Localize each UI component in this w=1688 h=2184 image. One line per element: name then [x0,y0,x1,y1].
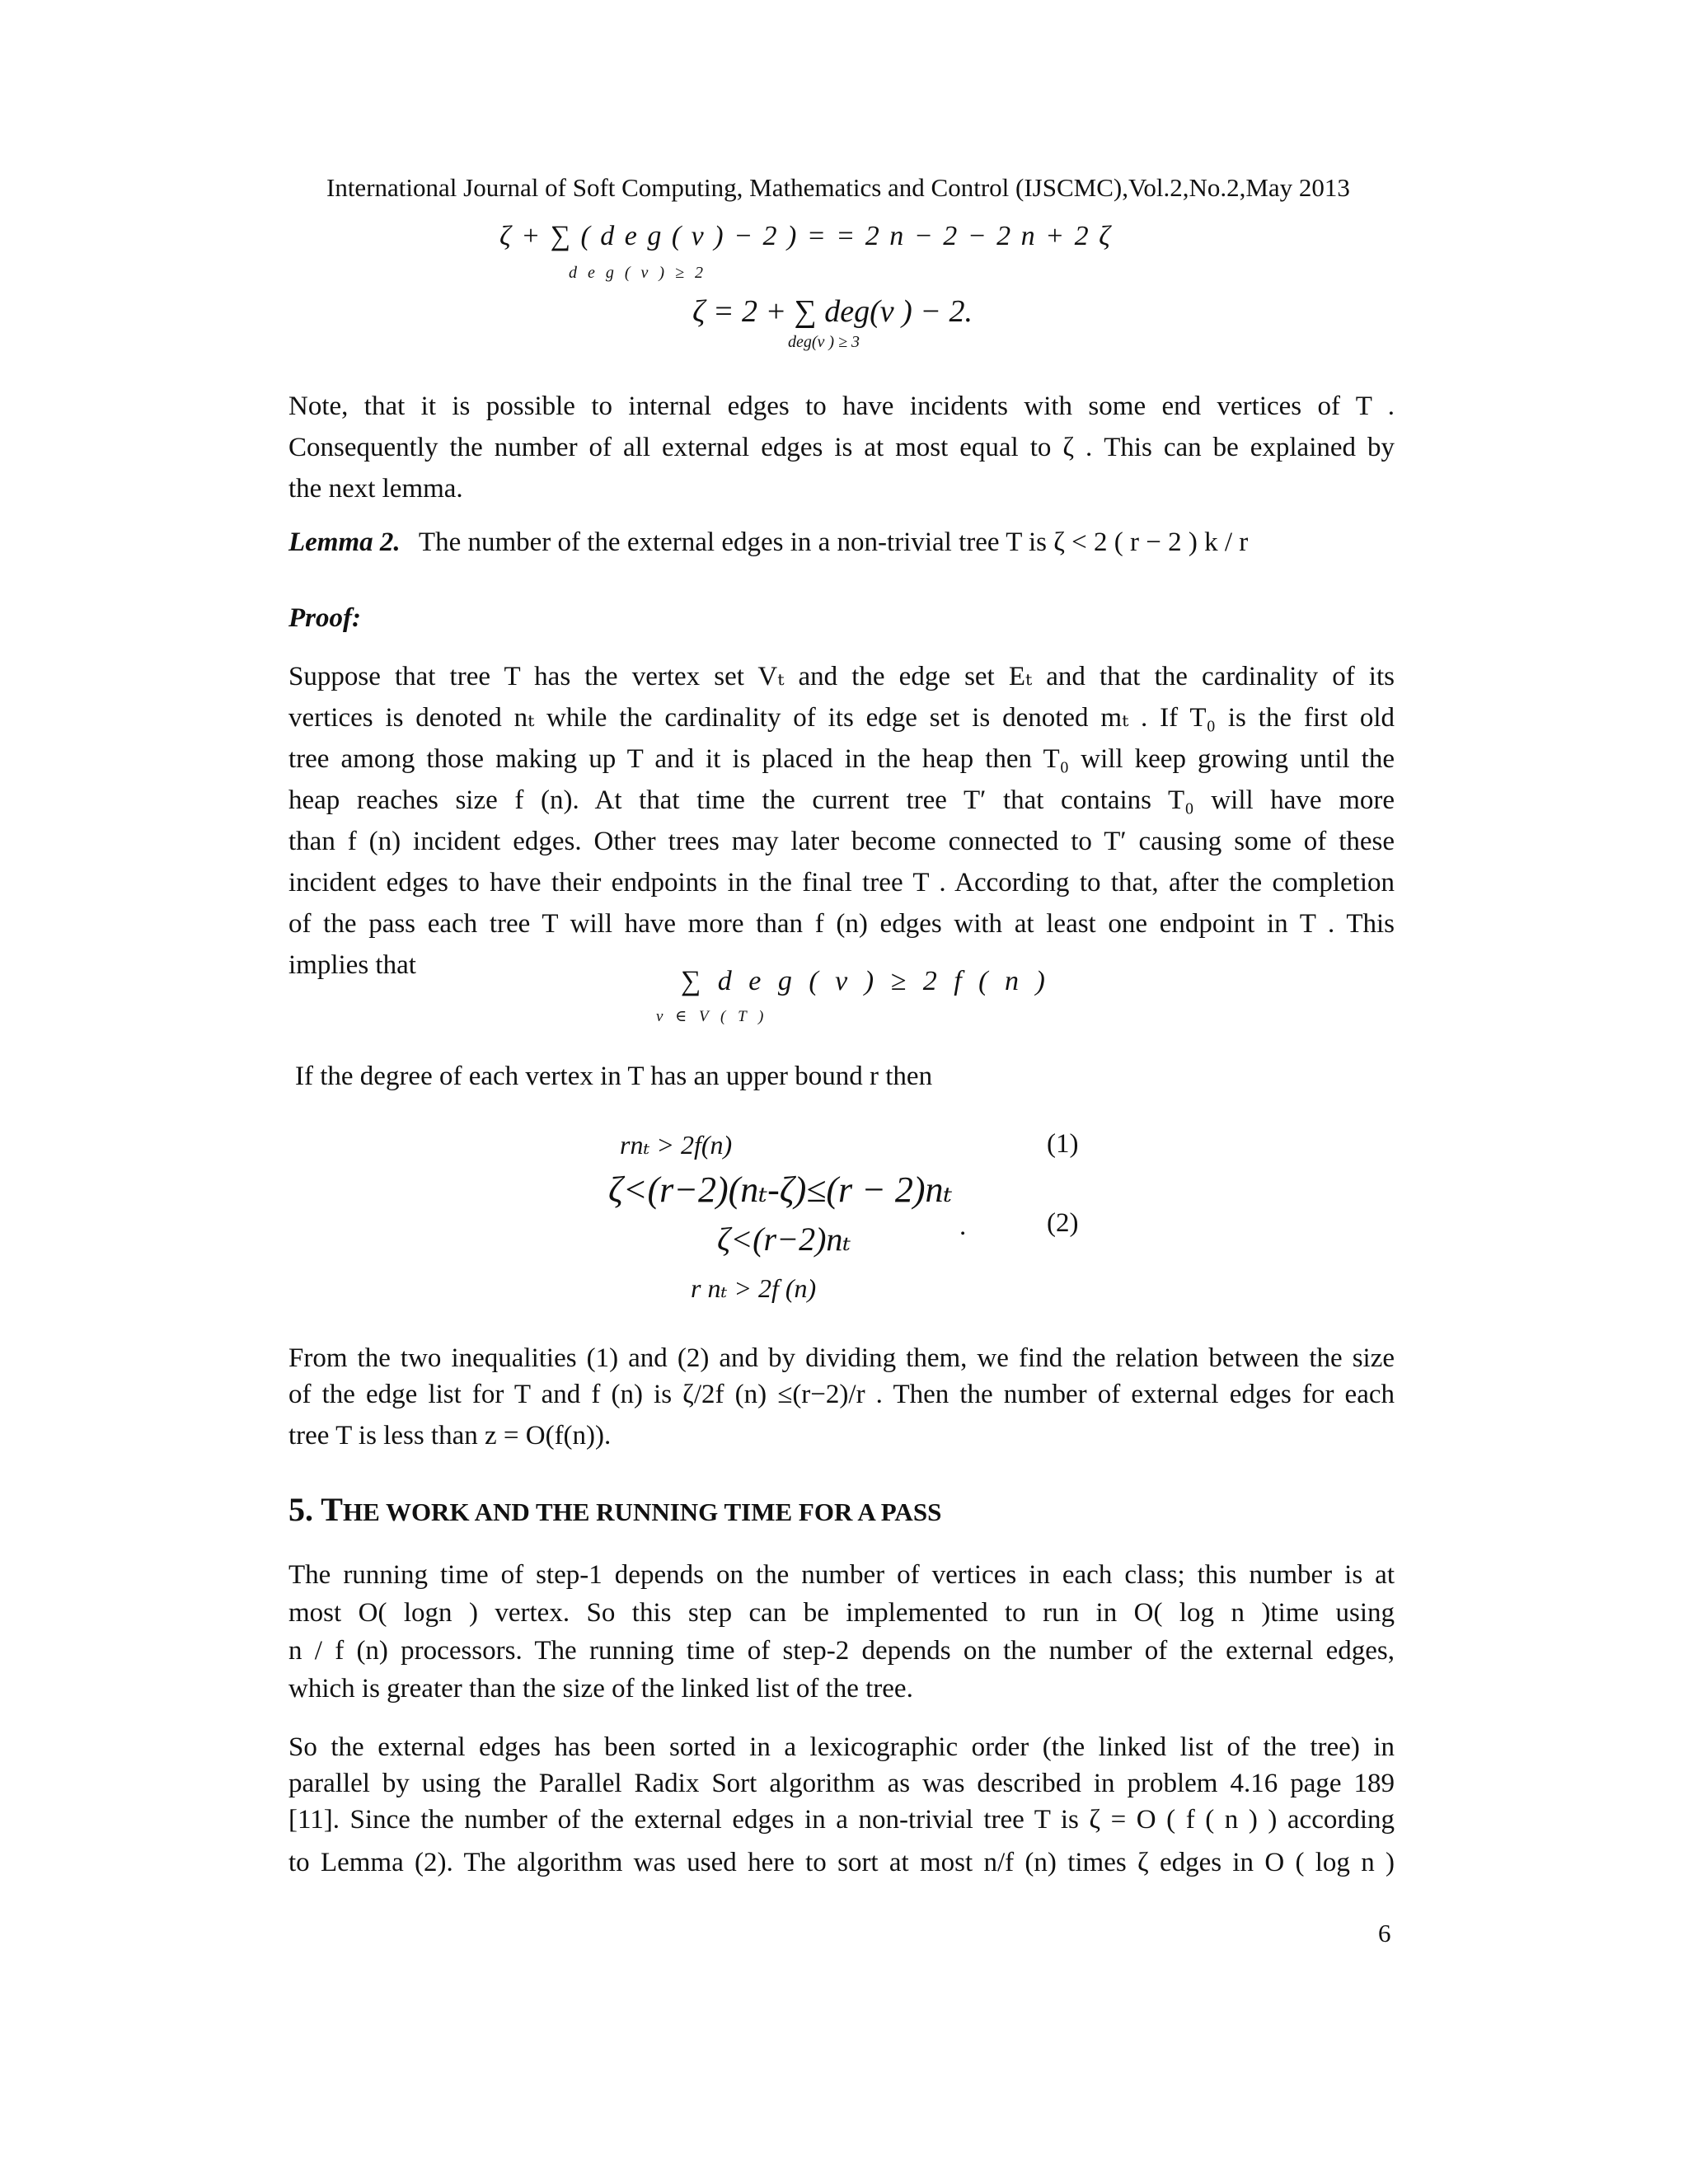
text-line: heap reaches size f (n). At that time the current tree T′ that contains T₀ will have more [288,785,1395,815]
text-line: incident edges to have their endpoints in the final tree T . According to that, after the completion [288,868,1395,898]
text-line: than f (n) incident edges. Other trees may later become connected to T′ causing some of these [288,827,1395,856]
text-line: So the external edges has been sorted in a lexicographic order (the linked list of the tree) in [288,1732,1395,1762]
inequality-2a: ζ<(r−2)(nₜ-ζ)≤(r − 2)nₜ [608,1169,953,1210]
equation-sum-degrees: ζ + ∑ ( d e g ( v ) − 2 ) = = 2 n − 2 − 2 n + 2 ζ [499,221,1112,251]
text-line: The running time of step-1 depends on the number of vertices in each class; this number is at [288,1560,1395,1590]
paragraph-running-time [288,1556,1395,1708]
paragraph-note [288,386,1395,509]
inequality-3: r nₜ > 2f (n) [691,1273,817,1303]
text-line: which is greater than the size of the linked list of the tree. [288,1674,913,1704]
paragraph-proof [288,656,1395,986]
equation-sum-degrees-subscript: d e g ( v ) ≥ 2 [569,264,707,282]
equation-number-1: (1) [1047,1129,1079,1159]
section-heading [288,1490,941,1529]
text-line: most O( logn ) vertex. So this step can be implemented to run in O( log n )time using [288,1598,1395,1628]
inequality-2-dot: . [959,1212,967,1241]
text-line: to Lemma (2). The algorithm was used here to sort at most n/f (n) times ζ edges in O ( log n ) [288,1848,1395,1877]
equation-zeta-subscript: deg(v ) ≥ 3 [788,333,860,351]
section-heading-number: 5. T [288,1491,343,1528]
text-line: Consequently the number of all external edges is at most equal to ζ . This can be explained by [288,433,1395,462]
paragraph-division [288,1340,1395,1454]
text-line: Note, that it is possible to internal edges to have incidents with some end vertices of T . [288,391,1395,421]
journal-header: International Journal of Soft Computing, Mathematics and Control (IJSCMC),Vol.2,No.2,May 2013 [326,173,1350,202]
text-line: the next lemma. [288,474,463,504]
text-line: vertices is denoted nₜ while the cardinality of its edge set is denoted mₜ . If T₀ is the first old [288,703,1395,733]
text-line: tree among those making up T and it is placed in the heap then T₀ will keep growing until the [288,744,1395,774]
text-line: Suppose that tree T has the vertex set Vₜ and the edge set Eₜ and that the cardinality of its [288,662,1395,691]
equation-degree-sum: ∑ d e g ( v ) ≥ 2 f ( n ) [681,966,1050,996]
text-line: of the pass each tree T will have more than f (n) edges with at least one endpoint in T . This [288,909,1395,939]
text-line: n / f (n) processors. The running time of step-2 depends on the number of the external edges, [288,1636,1395,1666]
lemma-label: Lemma 2. [288,527,401,557]
equation-zeta: ζ = 2 + ∑ deg(v ) − 2. [692,294,973,329]
proof-label: Proof: [288,603,361,633]
page-number: 6 [1378,1919,1391,1947]
text-line: [11]. Since the number of the external edges in a non-trivial tree T is ζ = O ( f ( n ) ) according [288,1805,1395,1835]
equation-number-2: (2) [1047,1208,1079,1238]
inequality-1: rnₜ > 2f(n) [620,1130,733,1160]
section-heading-title: HE WORK AND THE RUNNING TIME FOR A PASS [342,1497,942,1526]
text-line: parallel by using the Parallel Radix Sort algorithm as was described in problem 4.16 page 189 [288,1769,1395,1798]
text-line: tree T is less than z = O(f(n)). [288,1421,612,1451]
lemma-statement [288,527,1248,558]
inequality-2b: ζ<(r−2)nₜ [717,1221,851,1258]
paragraph-upper-bound: If the degree of each vertex in T has an upper bound r then [295,1062,933,1091]
paragraph-radix-sort [288,1729,1395,1881]
equation-degree-sum-subscript: v ∈ V ( T ) [656,1008,768,1025]
text-line: of the edge list for T and f (n) is ζ/2f (n) ≤(r−2)/r . Then the number of external edges for each [288,1380,1395,1409]
lemma-text: The number of the external edges in a non-trivial tree T is ζ < 2 ( r − 2 ) k / r [418,527,1249,557]
text-line: implies that [288,950,416,980]
text-line: From the two inequalities (1) and (2) and by dividing them, we find the relation between the size [288,1343,1395,1373]
